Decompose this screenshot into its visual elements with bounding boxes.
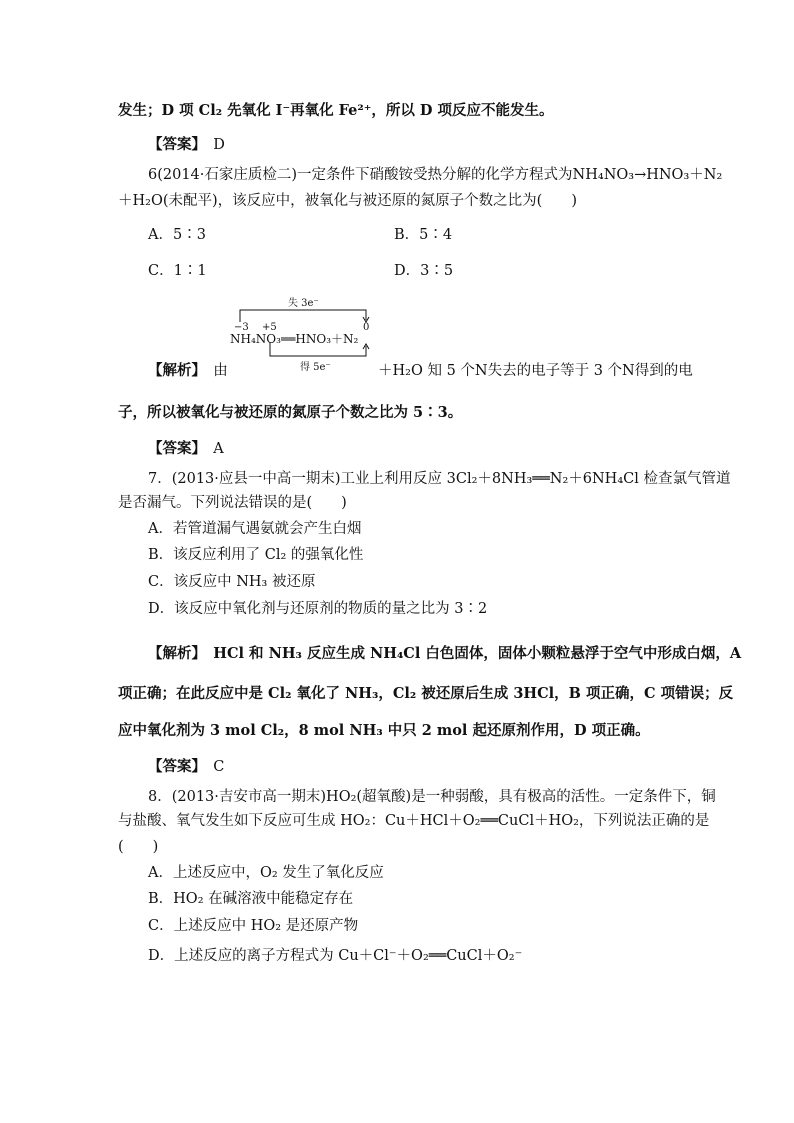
analysis-6-line-2: 子，所以被氧化与被还原的氮原子个数之比为 5∶3。 (118, 404, 463, 421)
q6-option-b[interactable]: B．5∶4 (394, 227, 453, 243)
ox-state-n-minus3: −3 (234, 322, 249, 333)
q6-option-a[interactable]: A．5∶3 (148, 227, 206, 243)
analysis-6-tag: 【解析】 由 (148, 362, 228, 379)
q6-option-c[interactable]: C．1∶1 (148, 263, 207, 279)
answer-6: 【答案】 A (148, 440, 224, 457)
q7-option-d[interactable]: D．该反应中氧化剂与还原剂的物质的量之比为 3∶2 (148, 601, 488, 617)
q7-option-a[interactable]: A．若管道漏气遇氨就会产生白烟 (148, 521, 362, 537)
analysis-6-line-1: ＋H₂O 知 5 个N失去的电子等于 3 个N得到的电 (378, 363, 693, 379)
ox-state-n-plus5: +5 (262, 322, 277, 333)
analysis-7-line-2: 项正确；在此反应中是 Cl₂ 氧化了 NH₃，Cl₂ 被还原后生成 3HCl，B 项正确，C 项错误；反 (118, 685, 734, 702)
scheme-formula: NH₄NO₃══HNO₃＋N₂ (230, 332, 359, 346)
q8-option-b[interactable]: B．HO₂ 在碱溶液中能稳定存在 (148, 891, 354, 907)
analysis-7-line-3: 应中氧化剂为 3 mol Cl₂，8 mol NH₃ 中只 2 mol 起还原剂作用，D 项正确。 (118, 722, 650, 739)
question-6-line-1: 6(2014·石家庄质检二)一定条件下硝酸铵受热分解的化学方程式为NH₄NO₃→HNO₃＋N₂ (148, 167, 723, 183)
question-8-line-1: 8．(2013·吉安市高一期末)HO₂(超氧酸)是一种弱酸，具有极高的活性。一定条件下，铜 (148, 789, 716, 805)
analysis-7-line-1: 【解析】 HCl 和 NH₃ 反应生成 NH₄Cl 白色固体，固体小颗粒悬浮于空气中形成白烟，A (148, 645, 742, 662)
lost-electrons-label: 失 3e⁻ (288, 298, 319, 309)
electron-transfer-diagram (230, 292, 380, 372)
q8-option-c[interactable]: C．上述反应中 HO₂ 是还原产物 (148, 918, 359, 934)
question-6-line-2: ＋H₂O(未配平)，该反应中，被氧化与被还原的氮原子个数之比为( ) (118, 193, 577, 209)
q7-option-b[interactable]: B．该反应利用了 Cl₂ 的强氧化性 (148, 547, 364, 563)
q8-option-a[interactable]: A．上述反应中，O₂ 发生了氧化反应 (148, 865, 384, 881)
line-continuation: 发生；D 项 Cl₂ 先氧化 I⁻再氧化 Fe²⁺，所以 D 项反应不能发生。 (118, 102, 554, 119)
question-7-line-1: 7．(2013·应县一中高一期末)工业上利用反应 3Cl₂＋8NH₃══N₂＋6NH₄Cl 检查氯气管道 (148, 471, 731, 487)
answer-7: 【答案】 C (148, 758, 225, 775)
gained-electrons-label: 得 5e⁻ (300, 362, 331, 373)
q6-option-d[interactable]: D．3∶5 (394, 263, 454, 279)
answer-5: 【答案】 D (148, 136, 225, 153)
ox-state-n-zero: 0 (363, 322, 370, 333)
question-8-line-3: ( ) (118, 839, 159, 855)
question-8-line-2: 与盐酸、氧气发生如下反应可生成 HO₂：Cu＋HCl＋O₂══CuCl＋HO₂，下列说法正确的是 (118, 813, 710, 829)
q8-option-d[interactable]: D．上述反应的离子方程式为 Cu＋Cl⁻＋O₂══CuCl＋O₂⁻ (148, 948, 523, 964)
q7-option-c[interactable]: C．该反应中 NH₃ 被还原 (148, 574, 316, 590)
question-7-line-2: 是否漏气。下列说法错误的是( ) (118, 495, 347, 511)
